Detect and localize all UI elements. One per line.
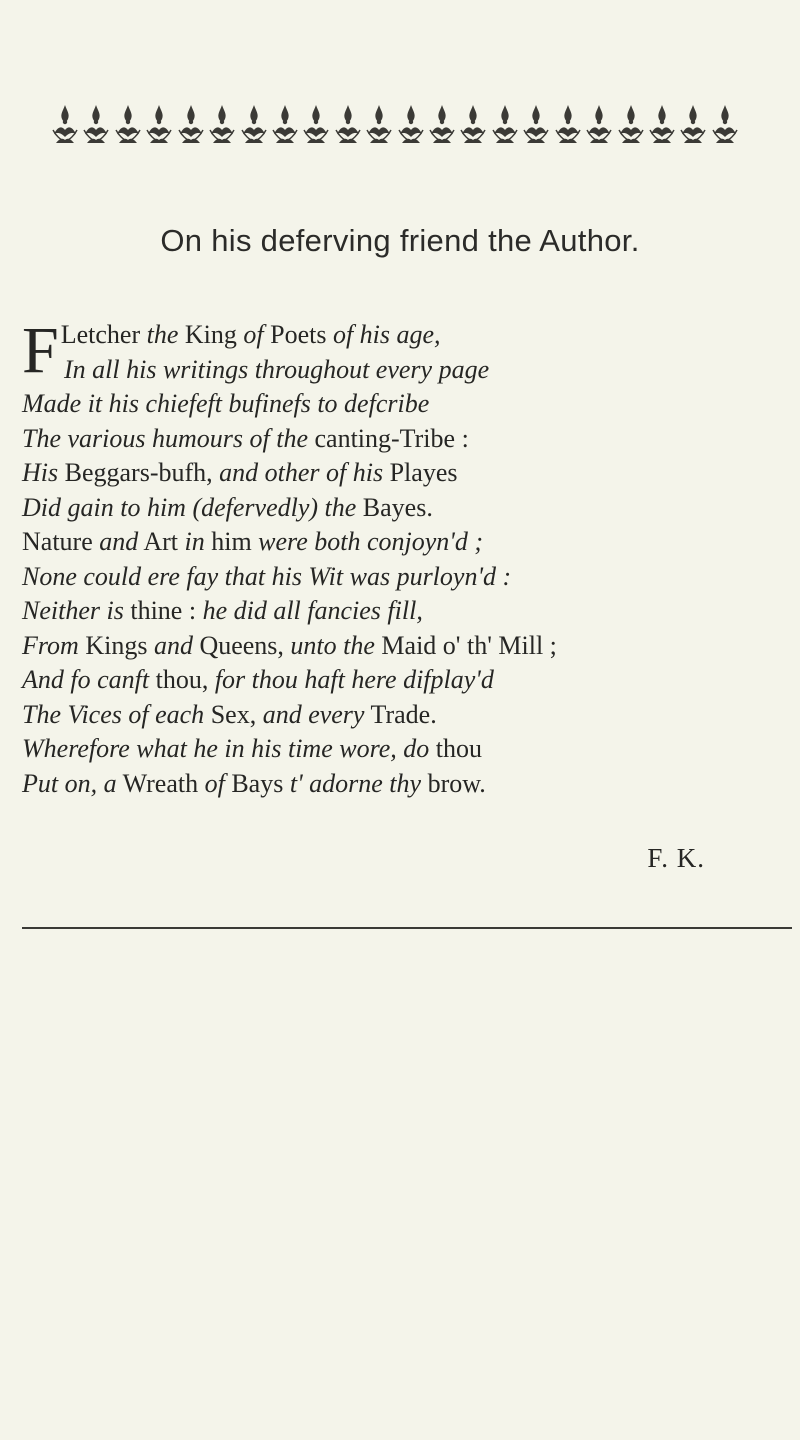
roman-text: Art (138, 527, 185, 556)
signature: F. K. (647, 843, 705, 873)
roman-text: Trade. (364, 699, 437, 729)
italic-text: and other of his (219, 458, 384, 487)
fleuron-icon (521, 102, 551, 146)
divider (22, 927, 792, 929)
fleuron-icon (333, 102, 363, 146)
roman-text: Poets (263, 320, 333, 349)
italic-text: and (153, 630, 193, 660)
italic-text: he did all fancies fill, (202, 596, 423, 625)
fleuron-icon (584, 102, 614, 146)
roman-text: him (204, 527, 259, 556)
italic-text: The Vices of each (22, 699, 205, 729)
page-title: On his deferving friend the Author. (160, 223, 640, 258)
italic-text: In all his writings throughout every page (64, 354, 490, 384)
fleuron-icon (301, 102, 331, 146)
italic-text: Put on, a (22, 768, 117, 798)
italic-text: And fo canft (22, 665, 150, 694)
poem-line (22, 353, 792, 388)
poem-line (22, 663, 792, 698)
fleuron-icon (270, 102, 300, 146)
roman-text: brow. (421, 768, 486, 798)
italic-text: in (184, 527, 205, 556)
italic-text: None could ere fay that his Wit was purloyn'd : (22, 561, 512, 591)
roman-text: Maid o' th' Mill ; (374, 630, 557, 660)
fleuron-icon (678, 102, 708, 146)
roman-text: Nature (22, 527, 100, 556)
italic-text: the (146, 320, 179, 349)
poem-line (22, 525, 792, 560)
italic-text: unto the (290, 630, 375, 660)
drop-cap: F (22, 314, 59, 387)
fleuron-icon (176, 102, 206, 146)
italic-text: of (243, 320, 264, 349)
fleuron-icon (239, 102, 269, 146)
poem-line (22, 422, 792, 457)
ornament-border (50, 100, 740, 148)
roman-text: canting-Tribe : (314, 423, 469, 453)
roman-text: thou, (149, 665, 215, 694)
roman-text: Bays (224, 768, 290, 798)
italic-text: Neither is (22, 596, 124, 625)
fleuron-icon (647, 102, 677, 146)
roman-text: Beggars-bufh, (58, 458, 220, 487)
fleuron-icon (396, 102, 426, 146)
roman-text: thou (429, 734, 483, 763)
roman-text: Bayes. (356, 492, 433, 522)
italic-text: were both conjoyn'd ; (258, 527, 483, 556)
fleuron-icon (710, 102, 740, 146)
italic-text: Made it his chiefeft bufinefs to defcribe (22, 389, 430, 418)
fleuron-icon (81, 102, 111, 146)
roman-text: thine : (123, 596, 203, 625)
fleuron-icon (490, 102, 520, 146)
poem-line (22, 698, 792, 733)
poem-line (22, 491, 792, 526)
fleuron-icon (553, 102, 583, 146)
italic-text: Wherefore what he in his time wore, do (22, 734, 430, 763)
italic-text: of (204, 768, 225, 798)
italic-text: From (22, 630, 79, 660)
fleuron-icon (144, 102, 174, 146)
poem-line (22, 560, 792, 595)
fleuron-icon (207, 102, 237, 146)
poem-line (22, 456, 792, 491)
italic-text: for thou haft here difplay'd (214, 665, 494, 694)
roman-text: King (178, 320, 244, 349)
italic-text: His (22, 458, 59, 487)
poem-line (22, 387, 792, 422)
roman-text: Playes (383, 458, 458, 487)
poem-line (22, 767, 792, 802)
fleuron-icon (364, 102, 394, 146)
poem-line (22, 629, 792, 664)
fleuron-icon (50, 102, 80, 146)
fleuron-icon (427, 102, 457, 146)
roman-text: Kings (78, 630, 154, 660)
roman-text: Sex, (204, 699, 263, 729)
poem-line (22, 732, 792, 767)
fleuron-icon (458, 102, 488, 146)
roman-text: Wreath (116, 768, 205, 798)
italic-text: Did gain to him (defervedly) the (22, 492, 357, 522)
roman-text: Queens, (192, 630, 291, 660)
fleuron-icon (616, 102, 646, 146)
poem (22, 314, 792, 801)
italic-text: and every (262, 699, 365, 729)
italic-text: t' adorne thy (289, 768, 422, 798)
italic-text: of his age, (332, 320, 441, 349)
italic-text: The various humours of the (22, 423, 315, 453)
roman-text: Letcher (60, 320, 147, 349)
poem-line (22, 594, 792, 629)
italic-text: and (99, 527, 139, 556)
fleuron-icon (113, 102, 143, 146)
